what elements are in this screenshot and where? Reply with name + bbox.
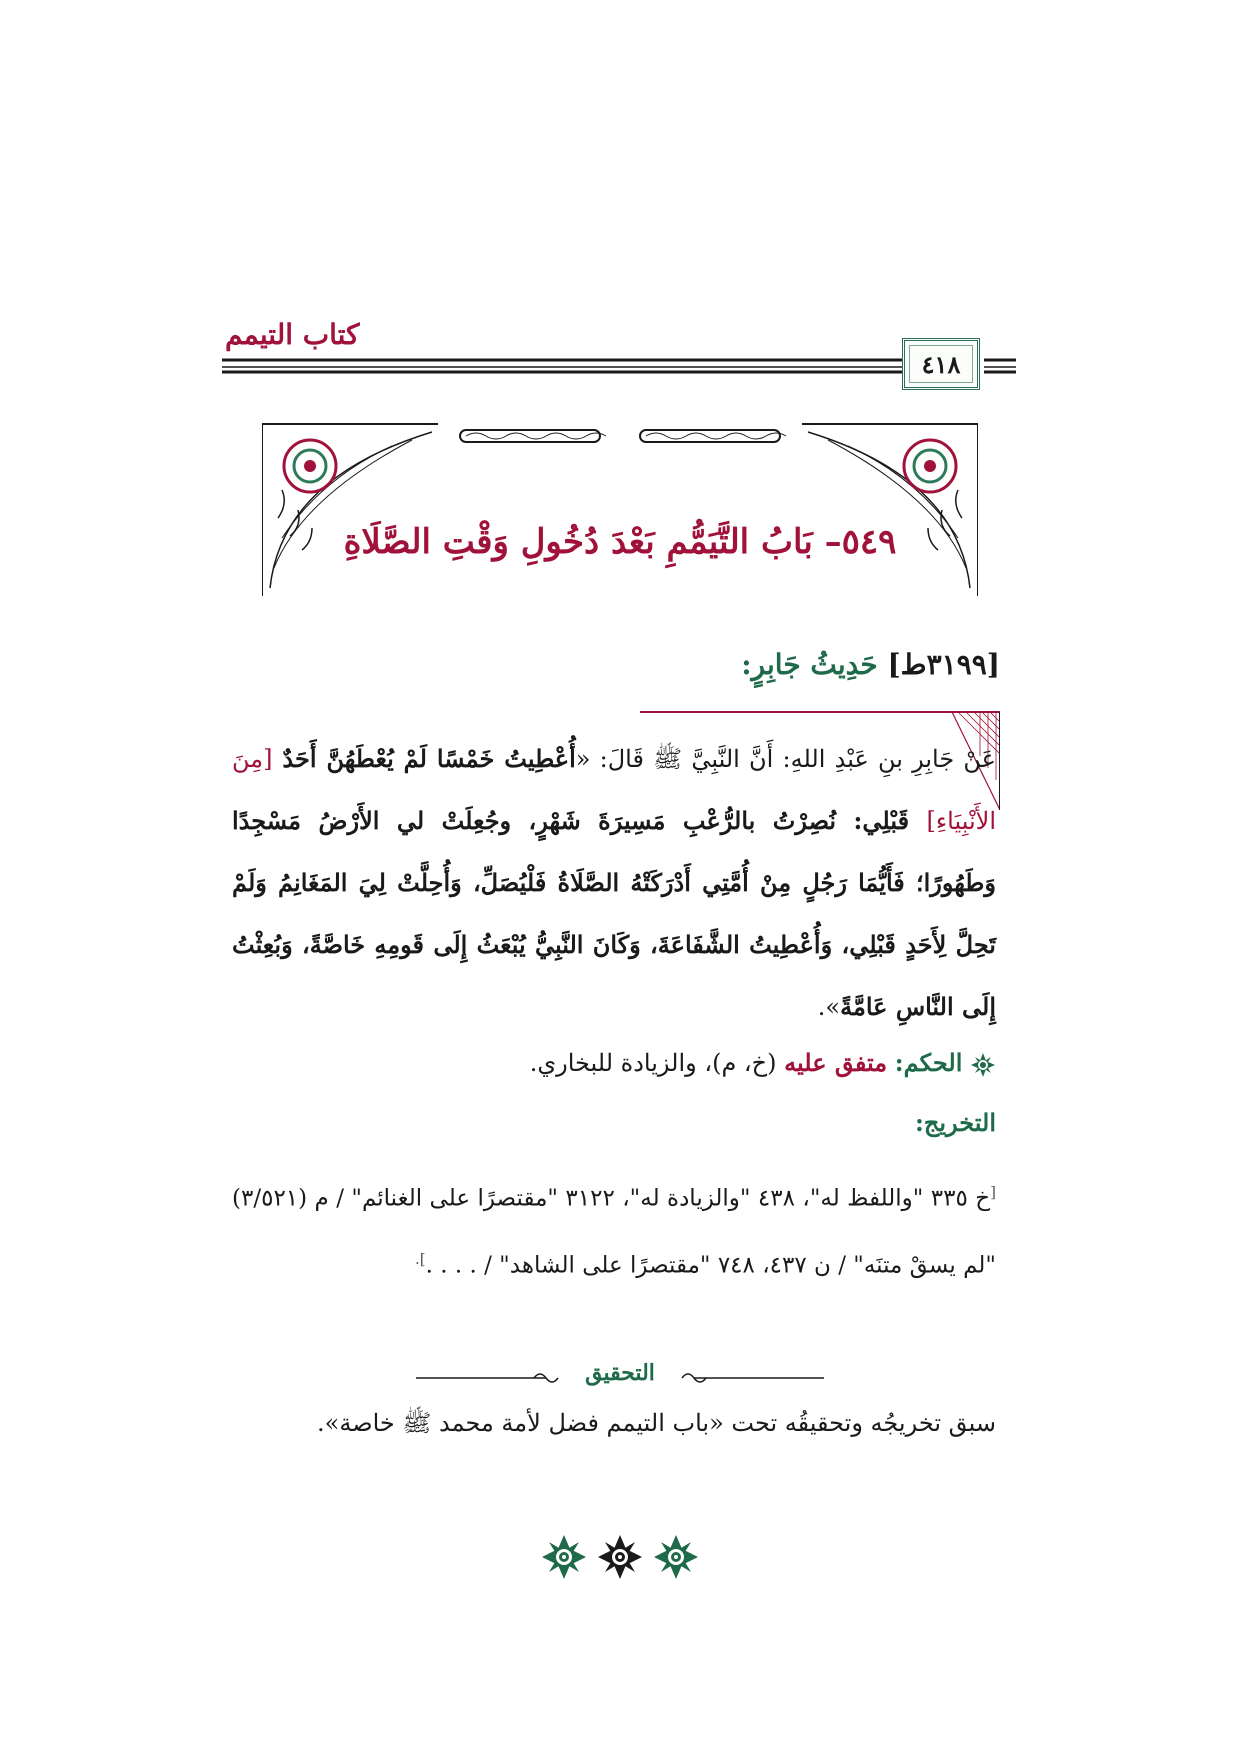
ruling-details: (خ، م)، والزيادة للبخاري. xyxy=(529,1049,785,1077)
hadith-closing: ». xyxy=(817,993,841,1021)
ruling-value: متفق عليه xyxy=(784,1048,888,1077)
rosette-icon xyxy=(970,1052,996,1078)
page-number: ٤١٨ xyxy=(921,349,961,379)
rope-ornament-left xyxy=(460,430,606,442)
takhrij-open-mark: [ xyxy=(990,1183,996,1201)
ruling-line xyxy=(232,1048,996,1096)
header-rule xyxy=(222,356,1016,376)
hadith-text xyxy=(232,728,996,1038)
page-number-badge xyxy=(902,338,980,390)
chapter-title: ٥٤٩– بَابُ التَّيَمُّمِ بَعْدَ دُخُولِ وَقْتِ الصَّلَاةِ xyxy=(343,522,897,562)
hadith-matn-part1: أُعْطِيتُ خَمْسًا لَمْ يُعْطَهُنَّ أَحَدٌ xyxy=(272,744,576,773)
hadith-reference: [٣١٩٩ط] xyxy=(887,648,1000,681)
running-title: كتاب التيمم xyxy=(225,318,360,351)
rope-ornament-right xyxy=(640,430,786,442)
hadith-heading xyxy=(580,648,1000,698)
rosette-icon xyxy=(598,1535,642,1579)
hadith-matn-part2: قَبْلِي: نُصِرْتُ بالرُّعْبِ مَسِيرَةَ شَهْرٍ، وجُعِلَتْ لي الأَرْضُ مَسْجِدًا وَطَهُورًا؛ فَأَيُّمَا رَجُلٍ مِنْ أُمَّتِي أَدْرَكَتْهُ الصَّلَاةُ فَلْيُصَلِّ، وَأُحِلَّتْ لِيَ المَغَانِمُ وَلَمْ تَحِلَّ لِأَحَدٍ قَبْلِي، وَأُعْطِيتُ الشَّفَاعَةَ، وَكَانَ النَّبِيُّ يُبْعَثُ إِلَى قَومِهِ خَاصَّةً، وَبُعِثْتُ إِلَى النَّاسِ عَامَّةً xyxy=(232,806,996,1021)
ruling-label: الحكم: xyxy=(894,1048,963,1077)
takhrij-close-mark: ]. xyxy=(415,1249,426,1268)
end-ornaments xyxy=(538,1532,702,1582)
rosette-icon xyxy=(542,1535,586,1579)
hadith-title: حَدِيثُ جَابِرٍ: xyxy=(741,648,878,681)
takhrij-heading: التخريج: xyxy=(915,1108,996,1137)
tahqiq-text: سبق تخريجُه وتحقيقُه تحت «باب التيمم فضل لأمة محمد ﷺ خاصة». xyxy=(317,1409,996,1437)
hadith-intro: عَنْ جَابِرِ بنِ عَبْدِ اللهِ: أَنَّ النَّبِيَّ ﷺ قَالَ: « xyxy=(575,745,996,773)
rosette-icon xyxy=(654,1535,698,1579)
tahqiq-heading: التحقيق xyxy=(560,1360,680,1396)
takhrij-text xyxy=(232,1162,996,1362)
takhrij-content: خ ٣٣٥ "واللفظ له"، ٤٣٨ "والزيادة له"، ٣١٢٢ "مقتصرًا على الغنائم" / م (٣/٥٢١) "لم يسقْ متنَه" / ن ٤٣٧، ٧٤٨ "مقتصرًا على الشاهد" / . . . . xyxy=(232,1185,996,1279)
hadith-addition: [مِنَ الأَنْبِيَاءِ] xyxy=(232,745,996,835)
